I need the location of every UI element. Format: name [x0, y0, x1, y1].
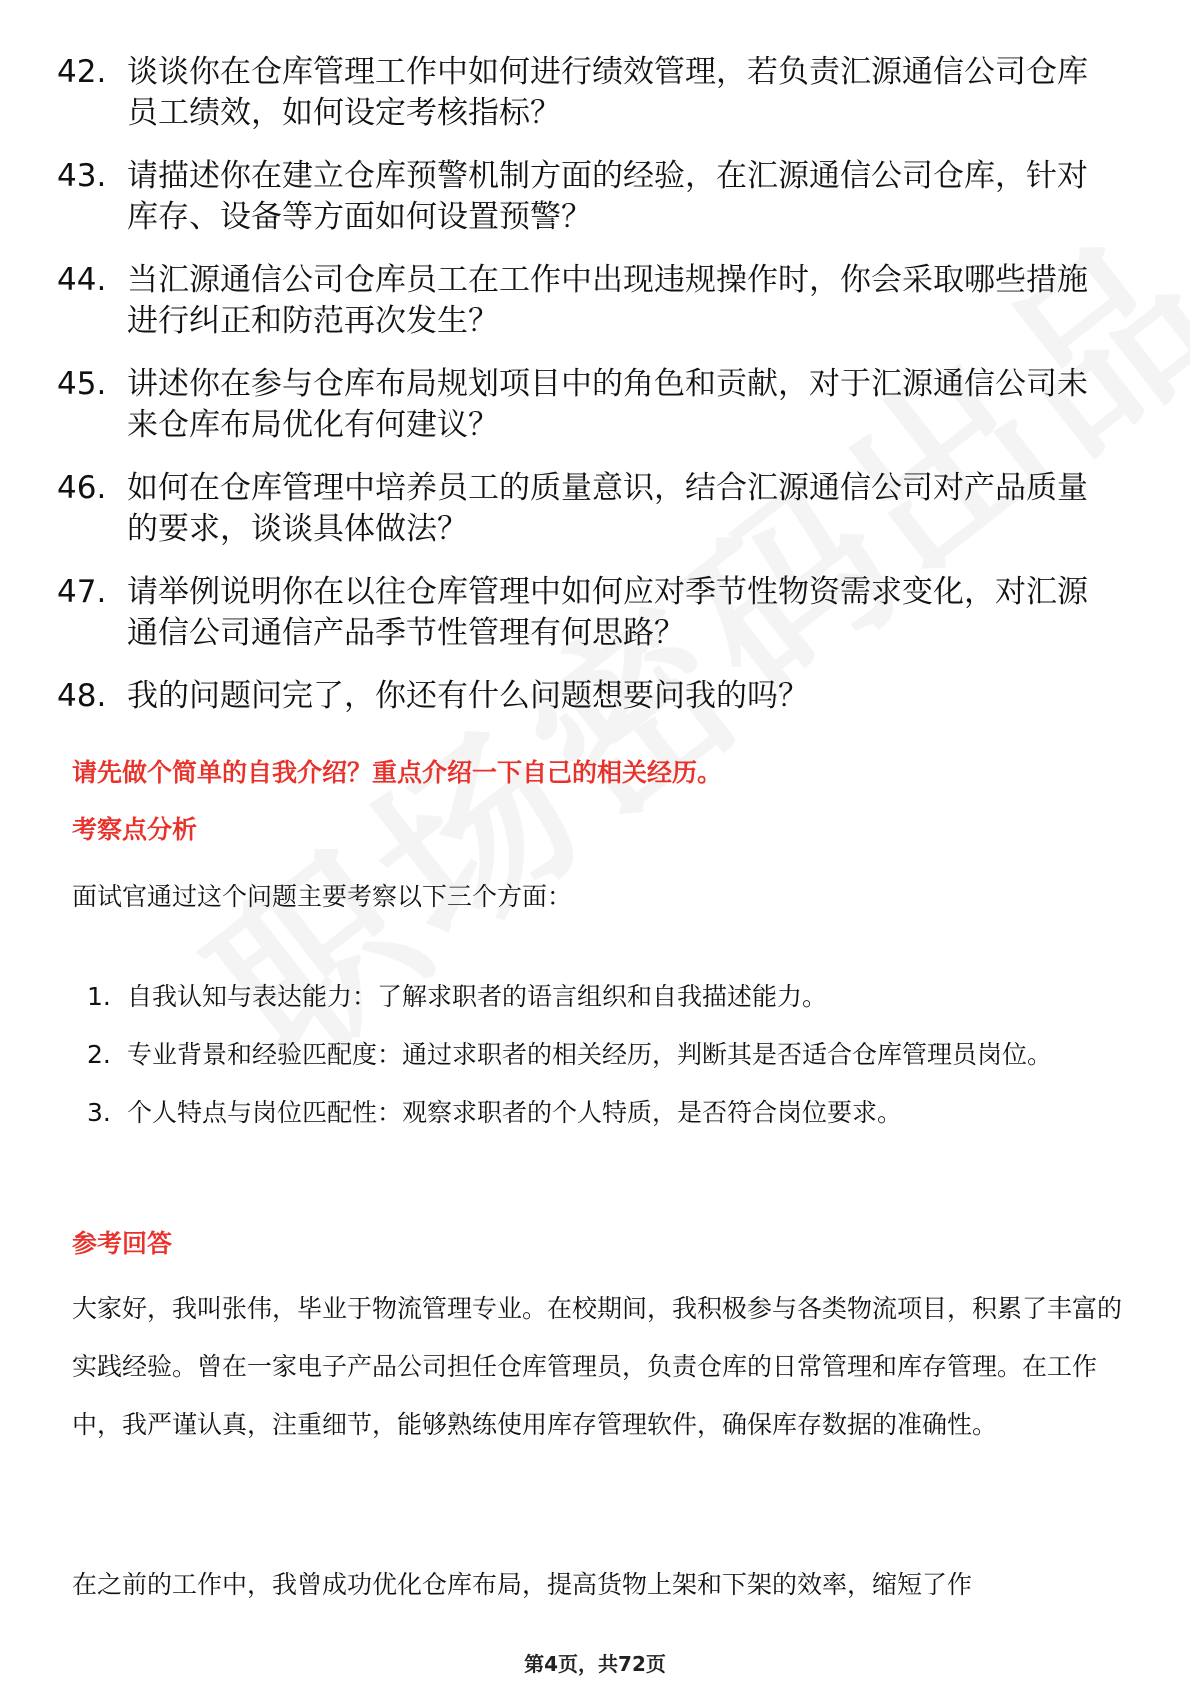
point-text: 个人特点与岗位匹配性：观察求职者的个人特质，是否符合岗位要求。 — [127, 1098, 903, 1127]
point-number: 3. — [87, 1098, 111, 1127]
answer-heading: 参考回答 — [72, 1229, 173, 1258]
list-item — [72, 968, 1122, 1026]
question-text: 讲述你在参与仓库布局规划项目中的角色和贡献，对于汇源通信公司未来仓库布局优化有何建议？ — [127, 366, 1088, 443]
question-number: 47. — [57, 574, 107, 610]
question-text: 如何在仓库管理中培养员工的质量意识，结合汇源通信公司对产品质量的要求，谈谈具体做法？ — [127, 470, 1088, 547]
list-item — [57, 572, 1117, 654]
analysis-points — [72, 968, 1122, 1142]
analysis-heading: 考察点分析 — [72, 815, 198, 844]
question-text: 当汇源通信公司仓库员工在工作中出现违规操作时，你会采取哪些措施进行纠正和防范再次发生？ — [127, 262, 1088, 339]
question-number: 45. — [57, 366, 107, 402]
question-number: 48. — [57, 678, 107, 714]
question-list — [57, 52, 1117, 739]
point-number: 2. — [87, 1040, 111, 1069]
list-item — [57, 156, 1117, 238]
question-text: 谈谈你在仓库管理工作中如何进行绩效管理，若负责汇源通信公司仓库员工绩效，如何设定考核指标？ — [127, 54, 1088, 131]
question-number: 42. — [57, 54, 107, 90]
list-item — [57, 468, 1117, 550]
point-text: 自我认知与表达能力：了解求职者的语言组织和自我描述能力。 — [127, 982, 828, 1011]
list-item — [57, 260, 1117, 342]
answer-paragraph: 大家好，我叫张伟，毕业于物流管理专业。在校期间，我积极参与各类物流项目，积累了丰富的实践经验。曾在一家电子产品公司担任仓库管理员，负责仓库的日常管理和库存管理。在工作中，我严谨认真，注重细节，能够熟练使用库存管理软件，确保库存数据的准确性。 — [72, 1294, 1123, 1439]
list-item — [72, 1026, 1122, 1084]
question-number: 44. — [57, 262, 107, 298]
point-text: 专业背景和经验匹配度：通过求职者的相关经历，判断其是否适合仓库管理员岗位。 — [127, 1040, 1053, 1069]
analysis-intro: 面试官通过这个问题主要考察以下三个方面： — [72, 882, 573, 911]
list-item — [57, 364, 1117, 446]
list-item — [57, 52, 1117, 134]
question-text: 我的问题问完了，你还有什么问题想要问我的吗？ — [127, 678, 809, 714]
question-number: 46. — [57, 470, 107, 506]
list-item — [72, 1084, 1122, 1142]
question-text: 请描述你在建立仓库预警机制方面的经验，在汇源通信公司仓库，针对库存、设备等方面如何设置预警？ — [127, 158, 1088, 235]
point-number: 1. — [87, 982, 111, 1011]
answer-paragraph: 在之前的工作中，我曾成功优化仓库布局，提高货物上架和下架的效率，缩短了作 — [72, 1570, 973, 1599]
question-number: 43. — [57, 158, 107, 194]
featured-question-heading: 请先做个简单的自我介绍？重点介绍一下自己的相关经历。 — [72, 758, 723, 787]
question-text: 请举例说明你在以往仓库管理中如何应对季节性物资需求变化，对汇源通信公司通信产品季节性管理有何思路？ — [127, 574, 1088, 651]
page-number: 第4页，共72页 — [524, 1652, 666, 1676]
list-item — [57, 676, 1117, 717]
